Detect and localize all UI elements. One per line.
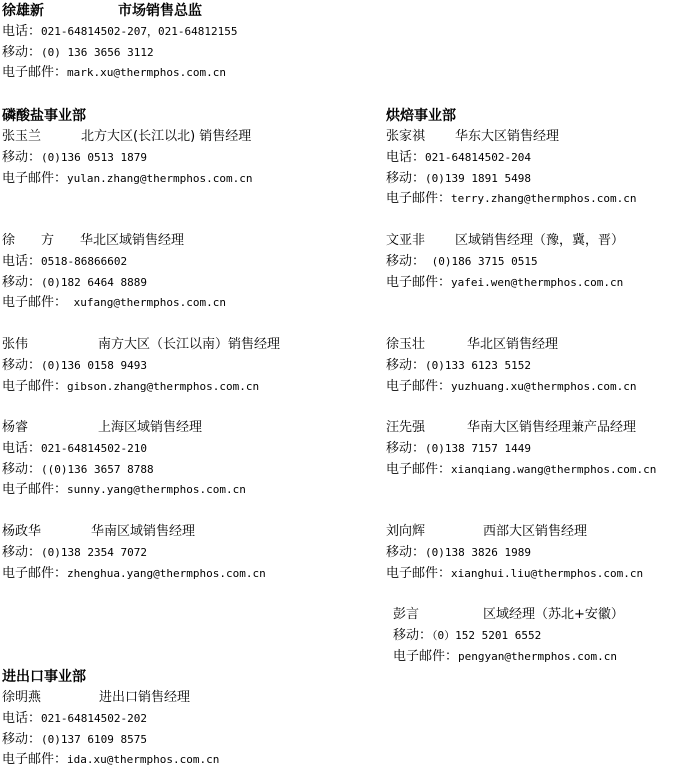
contact-email-line: 电子邮件：pengyan@thermphos.com.cn bbox=[393, 648, 617, 664]
contact-email-line: 电子邮件：gibson.zhang@thermphos.com.cn bbox=[2, 378, 260, 394]
contact-email-line: 电子邮件：yafei.wen@thermphos.com.cn bbox=[386, 274, 624, 290]
contact-mobile: （0）152 5201 6552 bbox=[432, 628, 542, 642]
contact-mobile-line: 移动：(0)133 6123 5152 bbox=[386, 357, 531, 373]
contact-title: 华东大区销售经理 bbox=[455, 129, 560, 144]
contact-email[interactable]: xianqiang.wang@thermphos.com.cn bbox=[451, 462, 657, 476]
director-email-line: 电子邮件：mark.xu@thermphos.com.cn bbox=[2, 65, 226, 81]
contact-name: 徐明燕 bbox=[2, 690, 42, 705]
contact-name: 杨睿 bbox=[2, 420, 29, 435]
contact-phone: 0518-86866602 bbox=[41, 254, 128, 268]
contact-phone: 021-64814502-210 bbox=[41, 441, 147, 455]
contact-heading bbox=[2, 231, 226, 252]
contact-wen-yafei bbox=[386, 231, 624, 293]
contact-email[interactable]: xufang@thermphos.com.cn bbox=[67, 296, 226, 310]
contact-mobile: (0)186 3715 0515 bbox=[425, 254, 538, 268]
contact-title: 华北区销售经理 bbox=[467, 337, 559, 352]
contact-mobile: (0)138 7157 1449 bbox=[425, 441, 531, 455]
section-baking: 烘焙事业部 bbox=[386, 108, 456, 124]
contact-email[interactable]: xianghui.liu@thermphos.com.cn bbox=[451, 566, 644, 580]
contact-email[interactable]: terry.zhang@thermphos.com.cn bbox=[451, 192, 637, 206]
contact-zhang-jiaqi bbox=[386, 127, 636, 210]
contact-name: 文亚非 bbox=[386, 233, 426, 248]
contact-heading bbox=[386, 335, 636, 356]
contact-mobile-line: 移动：((0)136 3657 8788 bbox=[2, 461, 154, 477]
contact-title: 区域经理（苏北+安徽） bbox=[483, 607, 624, 622]
contact-email[interactable]: pengyan@thermphos.com.cn bbox=[458, 649, 617, 663]
contact-zhang-wei bbox=[2, 335, 280, 397]
contact-email-line: 电子邮件：xianghui.liu@thermphos.com.cn bbox=[386, 565, 644, 581]
contact-email[interactable]: yuzhuang.xu@thermphos.com.cn bbox=[451, 379, 637, 393]
contact-mobile-line: 移动： (0)186 3715 0515 bbox=[386, 253, 538, 269]
contact-name: 徐玉壮 bbox=[386, 337, 426, 352]
contact-email-line: 电子邮件：yulan.zhang@thermphos.com.cn bbox=[2, 170, 253, 186]
contact-mobile-line: 移动：(0)138 7157 1449 bbox=[386, 440, 531, 456]
contact-phone: 021-64814502-202 bbox=[41, 711, 147, 725]
contact-email-line: 电子邮件： xufang@thermphos.com.cn bbox=[2, 295, 226, 311]
contact-phone-line: 电话：021-64814502-202 bbox=[2, 710, 147, 726]
contact-title: 华北区域销售经理 bbox=[80, 233, 185, 248]
director-phone: 021-64814502-207，021-64812155 bbox=[41, 24, 238, 38]
contact-heading bbox=[2, 418, 246, 439]
contact-name: 张家祺 bbox=[386, 129, 426, 144]
contact-mobile: (0)136 0158 9493 bbox=[41, 358, 147, 372]
contact-xu-mingyan bbox=[2, 688, 219, 771]
contact-name: 张玉兰 bbox=[2, 129, 42, 144]
contact-liu-xianghui bbox=[386, 522, 643, 584]
contact-name: 张伟 bbox=[2, 337, 29, 352]
contact-email[interactable]: yafei.wen@thermphos.com.cn bbox=[451, 275, 624, 289]
director-phone-line: 电话：021-64814502-207，021-64812155 bbox=[2, 23, 238, 39]
contact-mobile-line: 移动：（0）152 5201 6552 bbox=[393, 627, 542, 643]
contact-mobile-line: 移动：(0)136 0513 1879 bbox=[2, 149, 147, 165]
contact-heading bbox=[2, 522, 266, 543]
contact-title: 华南区域销售经理 bbox=[91, 524, 196, 539]
contact-heading bbox=[393, 605, 624, 626]
contact-email-line: 电子邮件：sunny.yang@thermphos.com.cn bbox=[2, 482, 246, 498]
contact-mobile: (0)137 6109 8575 bbox=[41, 732, 147, 746]
contact-email[interactable]: gibson.zhang@thermphos.com.cn bbox=[67, 379, 260, 393]
contact-mobile-line: 移动：(0)136 0158 9493 bbox=[2, 357, 147, 373]
contact-xu-yuzhuang bbox=[386, 335, 636, 397]
contact-mobile: (0)133 6123 5152 bbox=[425, 358, 531, 372]
contact-email[interactable]: yulan.zhang@thermphos.com.cn bbox=[67, 171, 253, 185]
contact-yang-rui bbox=[2, 418, 246, 501]
director-mobile-line: 移动：(0) 136 3656 3112 bbox=[2, 44, 154, 60]
contact-xu-fang bbox=[2, 231, 226, 314]
contact-title: 北方大区(长江以北) 销售经理 bbox=[81, 129, 252, 144]
contact-email-line: 电子邮件：zhenghua.yang@thermphos.com.cn bbox=[2, 565, 266, 581]
contact-mobile: (0)138 3826 1989 bbox=[425, 545, 531, 559]
contact-heading bbox=[386, 522, 643, 543]
contact-wang-xianqiang bbox=[386, 418, 656, 480]
contact-mobile: (0)139 1891 5498 bbox=[425, 171, 531, 185]
contact-email[interactable]: ida.xu@thermphos.com.cn bbox=[67, 753, 220, 767]
contact-mobile: (0)136 0513 1879 bbox=[41, 150, 147, 164]
contact-title: 区域销售经理（豫，冀，晋） bbox=[455, 233, 625, 248]
contact-zhang-yulan bbox=[2, 127, 252, 189]
contact-email[interactable]: sunny.yang@thermphos.com.cn bbox=[67, 483, 246, 497]
contact-title: 南方大区（长江以南）销售经理 bbox=[98, 337, 281, 352]
contact-heading bbox=[2, 688, 219, 709]
contact-mobile-line: 移动：(0)182 6464 8889 bbox=[2, 274, 147, 290]
contact-phone-line: 电话：021-64814502-204 bbox=[386, 149, 531, 165]
contact-mobile: ((0)136 3657 8788 bbox=[41, 462, 154, 476]
section-export: 进出口事业部 bbox=[2, 669, 86, 685]
contact-email[interactable]: zhenghua.yang@thermphos.com.cn bbox=[67, 566, 266, 580]
contact-title: 进出口销售经理 bbox=[99, 690, 191, 705]
contact-name: 彭言 bbox=[393, 607, 420, 622]
director-card bbox=[2, 1, 237, 84]
contact-email-line: 电子邮件：yuzhuang.xu@thermphos.com.cn bbox=[386, 378, 637, 394]
contact-name: 汪先强 bbox=[386, 420, 426, 435]
director-mobile: (0) 136 3656 3112 bbox=[41, 45, 154, 59]
contact-mobile: (0)138 2354 7072 bbox=[41, 545, 147, 559]
contact-peng-yan bbox=[393, 605, 624, 667]
contact-phone: 021-64814502-204 bbox=[425, 150, 531, 164]
contact-name: 刘向辉 bbox=[386, 524, 426, 539]
contact-mobile-line: 移动：(0)138 2354 7072 bbox=[2, 544, 147, 560]
contact-heading bbox=[2, 335, 280, 356]
contact-mobile-line: 移动：(0)137 6109 8575 bbox=[2, 731, 147, 747]
contact-heading bbox=[2, 127, 252, 148]
contact-mobile: (0)182 6464 8889 bbox=[41, 275, 147, 289]
director-heading bbox=[2, 1, 237, 22]
contact-phone-line: 电话：021-64814502-210 bbox=[2, 440, 147, 456]
contact-heading bbox=[386, 127, 636, 148]
contact-phone-line: 电话：0518-86866602 bbox=[2, 253, 128, 269]
contact-heading bbox=[386, 418, 656, 439]
contact-email-line: 电子邮件：ida.xu@thermphos.com.cn bbox=[2, 752, 220, 768]
contact-email-line: 电子邮件：xianqiang.wang@thermphos.com.cn bbox=[386, 461, 657, 477]
contact-title: 华南大区销售经理兼产品经理 bbox=[467, 420, 637, 435]
contact-heading bbox=[386, 231, 624, 252]
contact-name: 徐 方 bbox=[2, 233, 55, 248]
contact-title: 上海区域销售经理 bbox=[98, 420, 203, 435]
director-name: 徐雄新 bbox=[2, 3, 44, 19]
contact-email-line: 电子邮件：terry.zhang@thermphos.com.cn bbox=[386, 191, 637, 207]
director-email[interactable]: mark.xu@thermphos.com.cn bbox=[67, 66, 226, 80]
section-phosphate: 磷酸盐事业部 bbox=[2, 108, 86, 124]
contact-yang-zhenghua bbox=[2, 522, 266, 584]
contact-mobile-line: 移动：(0)138 3826 1989 bbox=[386, 544, 531, 560]
contact-mobile-line: 移动：(0)139 1891 5498 bbox=[386, 170, 531, 186]
director-title: 市场销售总监 bbox=[118, 3, 202, 19]
contact-title: 西部大区销售经理 bbox=[483, 524, 588, 539]
contact-name: 杨政华 bbox=[2, 524, 42, 539]
